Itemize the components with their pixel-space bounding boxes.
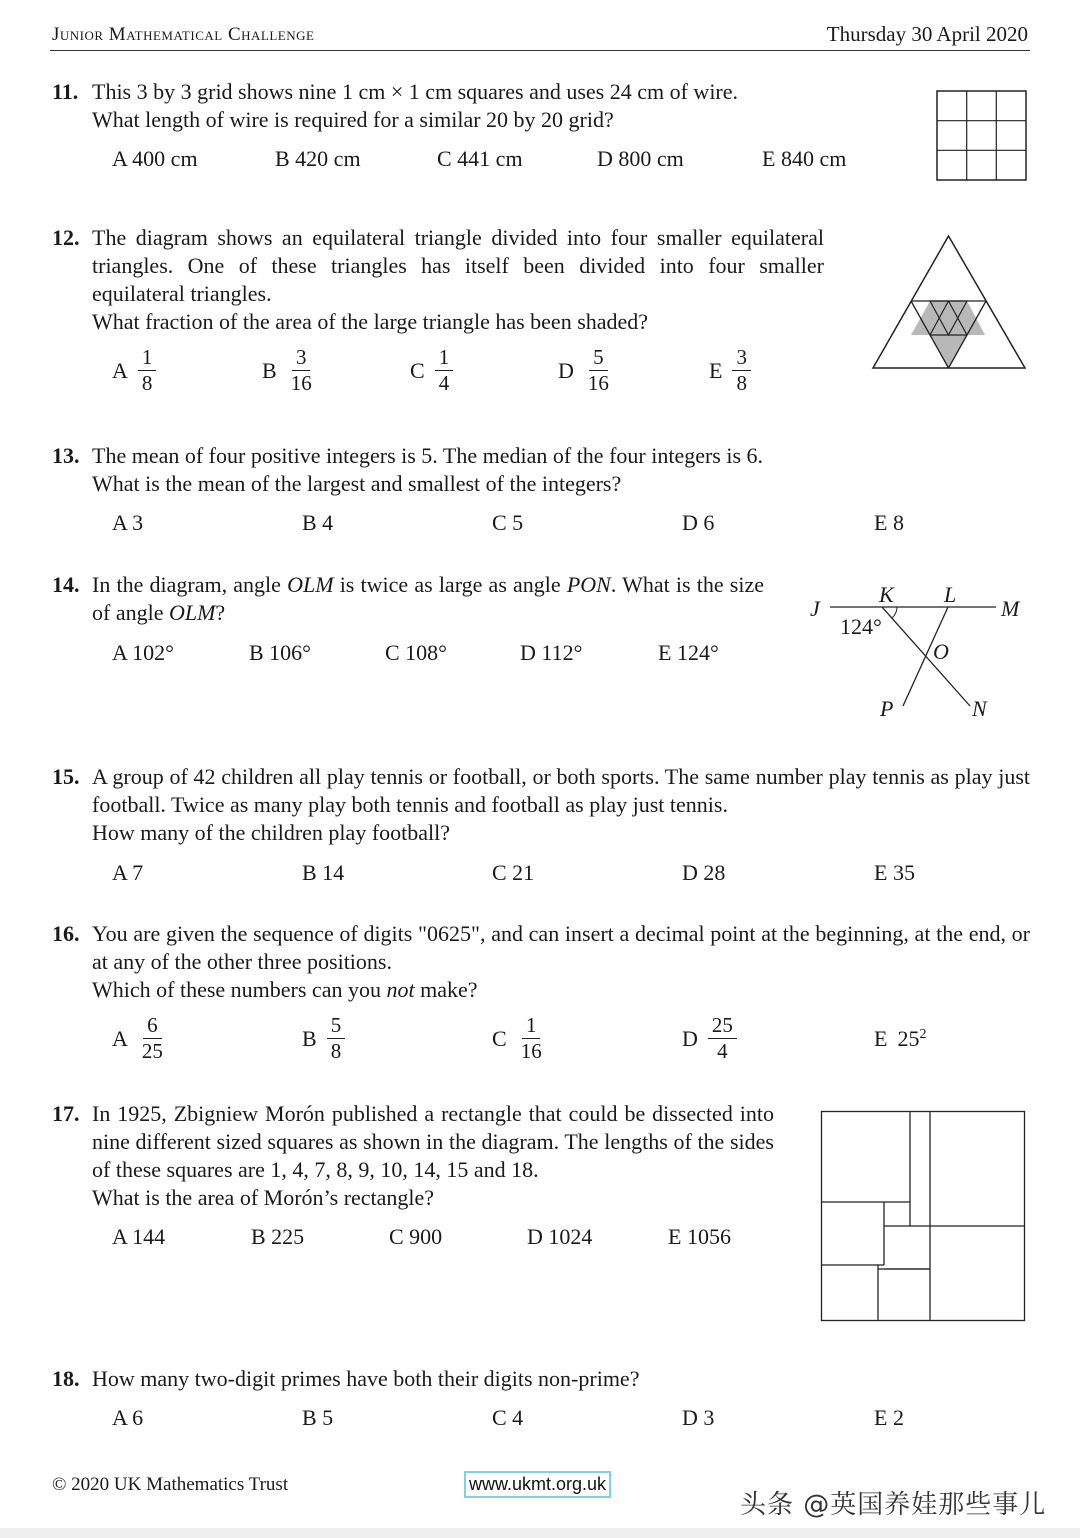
option-c[interactable]: C $\frac{1}{4}$ [410, 345, 453, 396]
option-d[interactable]: D 3 [682, 1405, 715, 1430]
option-e[interactable]: E $\frac{3}{8}$ [709, 345, 751, 396]
label-o: O [933, 639, 949, 664]
label-p: P [880, 696, 894, 721]
question-14 [52, 571, 764, 627]
question-18 [52, 1365, 1032, 1393]
question-number: 18. [52, 1366, 80, 1391]
question-number: 13. [52, 443, 80, 468]
option-c[interactable]: C 108° [385, 640, 447, 665]
question-number: 14. [52, 572, 80, 597]
option-b[interactable]: B 106° [249, 640, 311, 665]
option-a[interactable]: A 144 [112, 1224, 166, 1249]
option-c[interactable]: C 900 [389, 1224, 443, 1249]
header-rule [50, 50, 1030, 51]
question-text: The mean of four positive integers is 5. The median of the four integers is 6. What is the mean of the largest and smallest of the integers? [92, 443, 764, 496]
option-c[interactable]: C 441 cm [437, 146, 523, 171]
footer-link[interactable]: www.ukmt.org.uk [464, 1471, 611, 1498]
option-b[interactable]: B 4 [302, 510, 334, 535]
grid-3x3-diagram [936, 90, 1028, 182]
option-d[interactable]: D 28 [682, 860, 726, 885]
question-number: 11. [52, 79, 79, 104]
moron-rectangle-diagram [820, 1110, 1028, 1324]
angle-label: 124° [840, 614, 882, 639]
option-d[interactable]: D 112° [520, 640, 583, 665]
question-text: How many two-digit primes have both their digits non-prime? [92, 1366, 640, 1391]
question-text: The diagram shows an equilateral triangle divided into four smaller equilateral triangles. One of these triangles has itself been divided into four smaller equilateral triangles. What fraction of the area of the large triangle has been shaded? [92, 225, 824, 334]
angle-diagram [808, 578, 1040, 728]
option-e[interactable]: E 25 $^2$ [874, 1026, 927, 1051]
question-16 [52, 920, 1030, 1004]
option-b[interactable]: B 420 cm [275, 146, 361, 171]
label-l: L [944, 582, 957, 607]
label-m: M [1001, 596, 1020, 621]
option-d[interactable]: D 800 cm [597, 146, 684, 171]
option-a[interactable]: A 102° [112, 640, 174, 665]
option-e[interactable]: E 2 [874, 1405, 904, 1430]
option-b[interactable]: B 225 [251, 1224, 305, 1249]
label-j: J [810, 596, 820, 621]
option-e[interactable]: E 35 [874, 860, 915, 885]
option-c[interactable]: C 4 [492, 1405, 524, 1430]
question-11 [52, 78, 812, 134]
option-b[interactable]: B 5 [302, 1405, 334, 1430]
option-b[interactable]: B 14 [302, 860, 345, 885]
question-text: In the diagram, angle OLM is twice as large as angle PON. What is the size of angle OLM? [92, 572, 764, 625]
option-a[interactable]: A 7 [112, 860, 144, 885]
question-13 [52, 442, 1032, 498]
option-b[interactable]: B $\frac{3}{16}$ [262, 345, 312, 395]
question-number: 16. [52, 921, 80, 946]
question-12 [52, 224, 824, 336]
option-b[interactable]: B $\frac{5}{8}$ [302, 1013, 345, 1064]
triangle-diagram [870, 234, 1030, 370]
option-c[interactable]: C 21 [492, 860, 535, 885]
option-d[interactable]: D 1024 [527, 1224, 593, 1249]
option-e[interactable]: E 840 cm [762, 146, 847, 171]
option-e[interactable]: E 8 [874, 510, 904, 535]
watermark: 头条 @英国养娃那些事儿 [740, 1490, 1047, 1520]
option-c[interactable]: C $\frac{1}{16}$ [492, 1013, 542, 1063]
bottom-band [0, 1528, 1080, 1538]
option-e[interactable]: E 1056 [668, 1224, 731, 1249]
question-15 [52, 763, 1030, 847]
option-a[interactable]: A $\frac{6}{25}$ [112, 1013, 163, 1063]
option-d[interactable]: D $\frac{5}{16}$ [558, 345, 609, 395]
header-title: Junior Mathematical Challenge [52, 24, 315, 45]
question-17 [52, 1100, 774, 1212]
option-a[interactable]: A 6 [112, 1405, 144, 1430]
option-d[interactable]: D $\frac{25}{4}$ [682, 1013, 737, 1064]
option-e[interactable]: E 124° [658, 640, 719, 665]
option-a[interactable]: A 3 [112, 510, 144, 535]
label-n: N [972, 696, 987, 721]
question-number: 17. [52, 1101, 80, 1126]
option-c[interactable]: C 5 [492, 510, 524, 535]
question-text: A group of 42 children all play tennis or football, or both sports. The same number play tennis as play just football. Twice as many play both tennis and football as play just tennis. How many of the children play football? [92, 764, 1030, 845]
option-d[interactable]: D 6 [682, 510, 715, 535]
option-a[interactable]: A 400 cm [112, 146, 198, 171]
question-text: In 1925, Zbigniew Morón published a rectangle that could be dissected into nine different sized squares as shown in the diagram. The lengths of the sides of these squares are 1, 4, 7, 8, 9, 10, 14, 15 and 18. What is the area of Morón’s rectangle? [92, 1101, 774, 1210]
question-text: This 3 by 3 grid shows nine 1 cm × 1 cm squares and uses 24 cm of wire. What length of wire is required for a similar 20 by 20 grid? [92, 79, 739, 132]
option-a[interactable]: A $\frac{1}{8}$ [112, 345, 156, 396]
footer-copyright: © 2020 UK Mathematics Trust [52, 1474, 289, 1495]
header-date: Thursday 30 April 2020 [826, 22, 1028, 46]
label-k: K [879, 582, 894, 607]
question-number: 12. [52, 225, 80, 250]
question-text: You are given the sequence of digits "0625", and can insert a decimal point at the beginning, at the end, or at any of the other three positions. Which of these numbers can you not make? [92, 921, 1030, 1002]
question-number: 15. [52, 764, 80, 789]
